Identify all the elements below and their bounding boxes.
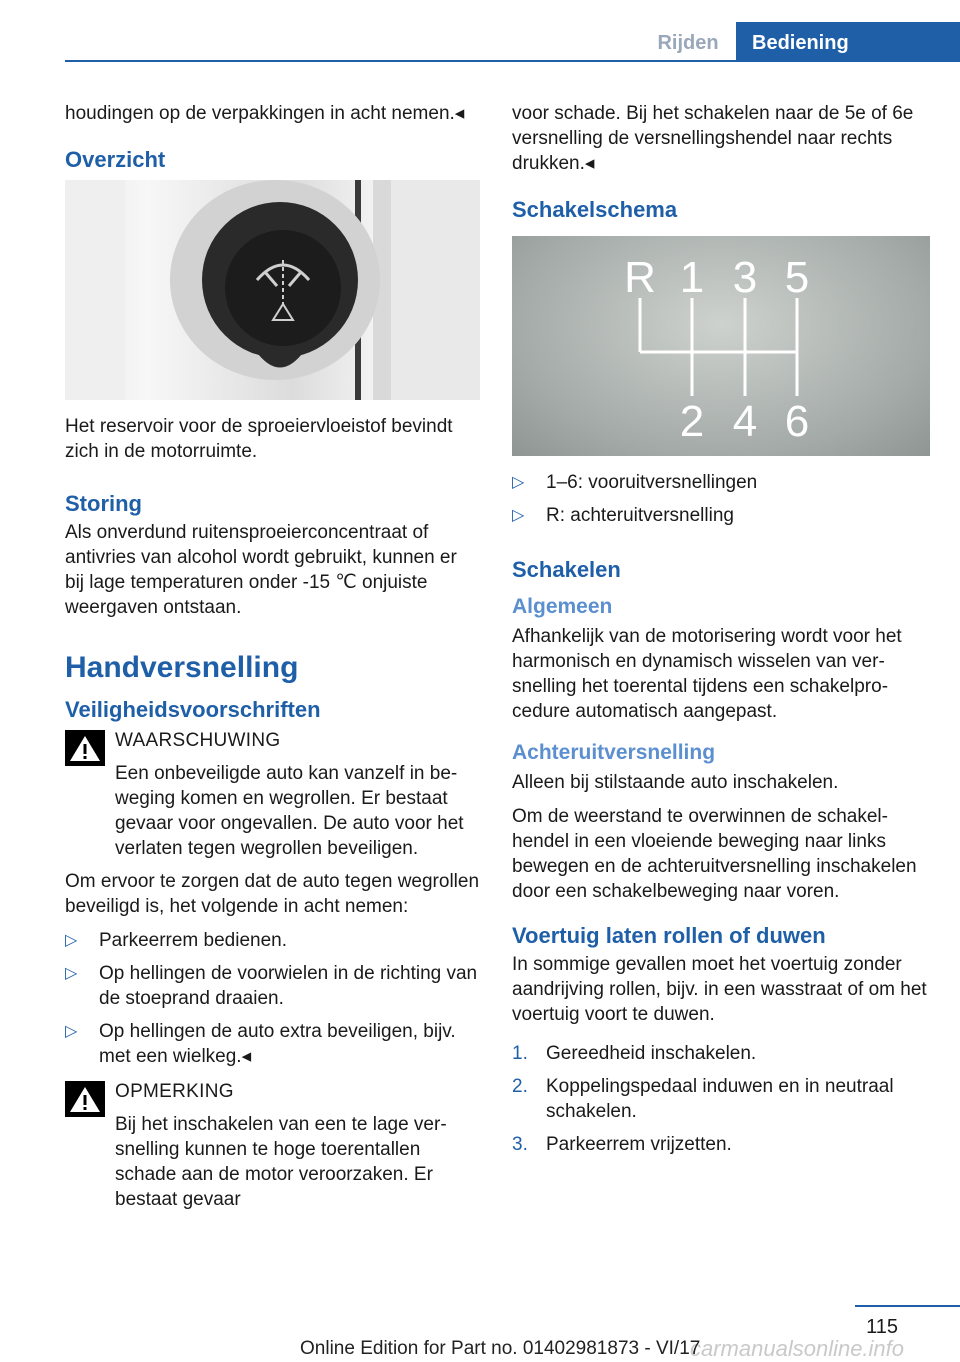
schema-bullets bbox=[512, 470, 930, 528]
section-title-schakelschema: Schakelschema bbox=[512, 197, 678, 222]
triangle-bullet-icon: ▷ bbox=[512, 474, 525, 491]
warning-icon bbox=[65, 1081, 105, 1117]
section-title-handversnelling: Handversnelling bbox=[65, 651, 299, 684]
section-title-schakelen: Schakelen bbox=[512, 557, 621, 582]
list-item: ▷ 1–6: vooruitversnellingen bbox=[512, 472, 758, 493]
list-item: ▷ Op hellingen de auto extra beveiligen, bijv. met een wielkeg.◂ bbox=[65, 1021, 456, 1067]
gear-label: 5 bbox=[784, 253, 810, 302]
warning-text: Een onbeveiligde auto kan vanzelf in beweging komen en wegrollen. Er bestaat gevaar voor ongevallen. De auto voor het verlaten tegen wegrollen beveiligen. bbox=[115, 763, 464, 859]
triangle-bullet-icon: ▷ bbox=[512, 507, 525, 524]
gear-label: 1 bbox=[679, 253, 705, 302]
reservoir-cap-image bbox=[65, 180, 480, 400]
list-item: 3. Parkeerrem vrijzetten. bbox=[512, 1134, 732, 1155]
section-title-storing: Storing bbox=[65, 491, 142, 516]
warning-label: WAARSCHUWING bbox=[115, 730, 281, 751]
section-title-algemeen: Algemeen bbox=[512, 595, 613, 618]
triangle-bullet-icon: ▷ bbox=[65, 965, 78, 982]
section-title-veiligheid: Veiligheidsvoorschriften bbox=[65, 697, 321, 722]
triangle-bullet-icon: ▷ bbox=[65, 932, 78, 949]
intro-text: houdingen op de verpakkingen in acht nemen.◂ bbox=[65, 103, 465, 124]
steps-list bbox=[512, 1041, 930, 1157]
photo-caption: Het reservoir voor de sproeiervloeistof bevindt zich in de motorruimte. bbox=[65, 416, 453, 462]
note-label: OPMERKING bbox=[115, 1081, 234, 1102]
note-block bbox=[65, 1079, 480, 1212]
footer-rule bbox=[855, 1305, 960, 1307]
list-item: 2. Koppelingspedaal induwen en in neutraal schakelen. bbox=[512, 1076, 894, 1122]
warning-block bbox=[65, 728, 480, 861]
triangle-bullet-icon: ▷ bbox=[65, 1023, 78, 1040]
warning-icon bbox=[65, 730, 105, 766]
list-item: 1. Gereedheid inschakelen. bbox=[512, 1043, 757, 1064]
left-column bbox=[65, 101, 480, 1218]
warning-text-2: Om ervoor te zorgen dat de auto tegen wegrollen beveiligd is, het volgende in acht nemen: bbox=[65, 871, 480, 917]
rollen-text: In sommige gevallen moet het voertuig zonder aandrijving rollen, bijv. in een wasstraat of om het voertuig voort te duwen. bbox=[512, 954, 927, 1025]
gear-label: 4 bbox=[732, 397, 758, 446]
intro-text-right: voor schade. Bij het schakelen naar de 5e of 6e versnelling de versnellingshendel naar rechts drukken.◂ bbox=[512, 103, 914, 174]
storing-text: Als onverdund ruitensproeierconcentraat of antivries van alcohol wordt gebruikt, kunnen er bij lage temperaturen onder -15 ℃ onjuiste weergaven ontstaan. bbox=[65, 522, 457, 618]
achteruit-text-1: Alleen bij stilstaande auto inschakelen. bbox=[512, 772, 839, 793]
gear-label: R bbox=[624, 253, 656, 302]
page-number: 115 bbox=[866, 1316, 898, 1338]
right-column bbox=[512, 101, 930, 1165]
list-item: ▷ Parkeerrem bedienen. bbox=[65, 930, 287, 951]
section-title-achteruit: Achteruitversnelling bbox=[512, 741, 716, 764]
tab-bediening[interactable]: Bediening bbox=[736, 22, 960, 60]
reservoir-photo bbox=[65, 180, 480, 400]
algemeen-text: Afhankelijk van de motorisering wordt voor het harmonisch en dynamisch wisselen van versnelling het toerental tijdens een schakelprocedure automatisch aangepast. bbox=[512, 626, 902, 722]
header-rule bbox=[65, 60, 960, 62]
achteruit-text-2: Om de weerstand te overwinnen de schakelhendel in een vloeiende beweging naar links bewegen en de achteruitversnelling inschakelen door een schakelbeweging naar voren. bbox=[512, 806, 917, 902]
gear-label: 2 bbox=[679, 397, 705, 446]
gear-label: 3 bbox=[732, 253, 758, 302]
gear-label: 6 bbox=[784, 397, 810, 446]
section-title-rollen: Voertuig laten rollen of duwen bbox=[512, 923, 826, 948]
gear-diagram bbox=[512, 236, 930, 456]
edition-text: Online Edition for Part no. 01402981873 - VI/17 bbox=[300, 1338, 701, 1359]
list-item: ▷ R: achteruitversnelling bbox=[512, 505, 734, 526]
safety-bullets bbox=[65, 928, 480, 1069]
watermark: carmanualsonline.info bbox=[690, 1336, 905, 1361]
list-item: ▷ Op hellingen de voorwielen in de richting van de stoeprand draaien. bbox=[65, 963, 478, 1009]
note-text: Bij het inschakelen van een te lage versnelling kunnen te hoge toerentallen schade aan de motor veroorzaken. Er bestaat gevaar bbox=[115, 1114, 447, 1210]
section-title-overzicht: Overzicht bbox=[65, 147, 166, 172]
tab-rijden[interactable]: Rijden bbox=[657, 32, 719, 54]
shift-pattern-image bbox=[512, 236, 930, 456]
